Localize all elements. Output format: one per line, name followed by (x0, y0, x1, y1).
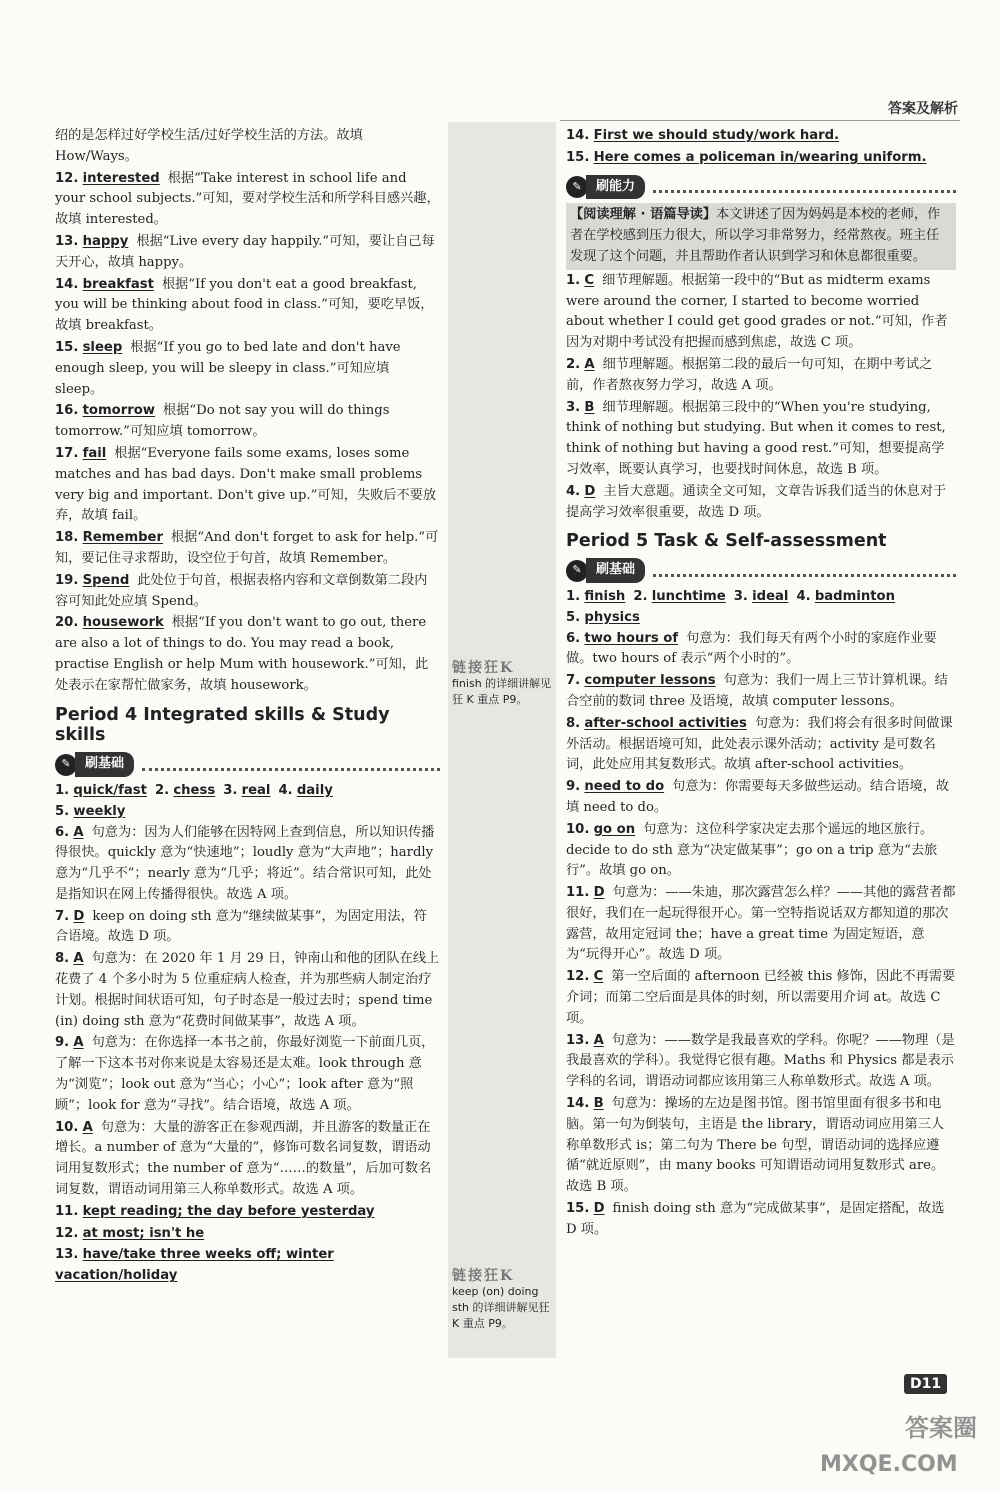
item-answer: have/take three weeks off; winter vacation/holiday (55, 1247, 334, 1284)
item-number: 8. (55, 951, 70, 967)
intro-label: 【阅读理解 · 语篇导读】 (570, 207, 717, 223)
item-explanation: finish doing sth 意为“完成做某事”，是固定搭配，故选 D 项。 (566, 1201, 945, 1237)
item-number: 20. (55, 615, 79, 631)
item-explanation: 细节理解题。根据第一段中的“But as midterm exams were around the corner, I started to become worried about whether I could get good grades or not.”可知，作者因为对期中考试没有把握而感到焦虑，故选 C 项。 (566, 272, 948, 351)
item-answer: kept reading; the day before yesterday (82, 1203, 375, 1219)
item-number: 9. (566, 779, 581, 795)
item-answer: ideal (752, 588, 789, 604)
answer-inline (796, 589, 903, 604)
item-explanation: 句意为：在 2020 年 1 月 29 日，钟南山和他的团队在线上花费了 4 个多小时为 5 位重症病人检查，并为那些病人制定治疗计划。根据时间状语可知，句子时态是一般过去时；spend time (in) doing sth 意为“花费时间做某事”，故选 A 项。 (55, 951, 440, 1029)
answer-row (55, 781, 440, 802)
answer-inline (734, 589, 797, 604)
item-number: 3. (223, 782, 238, 798)
item-answer: D (73, 908, 85, 924)
item-explanation: 根据“Everyone fails some exams, loses some matches and has bad days. Don't make small problems very big and important. Don't give up.”可知，失败后不要放弃，故填 fail。 (55, 445, 437, 524)
item-explanation: 句意为：在你选择一本书之前，你最好浏览一下前面几页，了解一下这本书对你来说是太容易还是太难。look through 意为“浏览”；look out 意为“当心；小心”；look after 意为“照顾”；look for 意为“寻找”。结合语境，故选 A 项。 (55, 1035, 435, 1113)
answer-item (55, 1224, 440, 1245)
item-number: 5. (55, 803, 70, 819)
answer-list (566, 271, 956, 524)
item-answer: quick/fast (73, 782, 147, 798)
item-answer: sleep (82, 339, 123, 355)
item-number: 12. (566, 969, 590, 985)
item-number: 17. (55, 445, 79, 461)
watermark-text: MXQE.COM (820, 1452, 958, 1477)
answer-item (566, 777, 956, 819)
item-answer: C (584, 272, 595, 288)
answer-inline (55, 804, 133, 819)
period-5-heading: Period 5 Task & Self-assessment (566, 531, 887, 552)
item-answer: happy (82, 233, 129, 249)
badge-label: 刷能力 (586, 175, 645, 200)
item-answer: Remember (82, 530, 163, 546)
item-number: 2. (154, 782, 170, 798)
item-answer: D (593, 885, 605, 901)
item-number: 3. (733, 588, 748, 604)
item-answer: First we should study/work hard. (593, 128, 840, 143)
item-number: 4. (278, 782, 293, 798)
section-badge (55, 752, 440, 777)
item-answer: housework (82, 615, 164, 631)
item-number: 6. (55, 824, 70, 840)
continued-text: 绍的是怎样过好学校生活/过好学校生活的方法。故填 How/Ways。 (55, 128, 363, 164)
section-badge (566, 175, 956, 200)
item-answer: D (584, 483, 596, 499)
item-answer: B (584, 399, 595, 415)
item-number: 3. (566, 399, 581, 415)
badge-label: 刷基础 (586, 558, 645, 583)
item-answer: physics (584, 609, 640, 625)
answer-item (566, 967, 956, 1029)
item-number: 1. (566, 272, 581, 288)
item-explanation: 句意为：——朱迪，那次露营怎么样？——其他的露营者都很好，我们在一起玩得很开心。第一空特指说话双方都知道的那次露营，故用定冠词 the；have a great time 为固定短语，意为“玩得开心”。故选 D 项。 (566, 885, 956, 963)
item-number: 19. (55, 572, 79, 588)
side-notes-column (448, 122, 556, 1358)
item-answer: A (73, 1035, 84, 1051)
left-column (55, 126, 440, 1288)
answer-item (55, 1118, 440, 1201)
item-answer: A (584, 356, 595, 372)
item-answer: A (593, 1032, 604, 1048)
item-number: 11. (566, 885, 590, 901)
item-number: 7. (55, 908, 70, 924)
dotted-rule (653, 564, 956, 577)
answer-item (55, 232, 440, 274)
item-number: 18. (55, 530, 79, 546)
item-answer: go on (593, 821, 636, 837)
item-answer: B (593, 1096, 604, 1112)
item-number: 15. (55, 339, 79, 355)
item-number: 7. (566, 673, 581, 689)
item-number: 4. (566, 483, 581, 499)
intro-text: 本文讲述了因为妈妈是本校的老师，作者在学校感到压力很大，所以学习非常努力，经常熬夜。班主任发现了这个问题，并且帮助作者认识到学习和休息都很重要。 (570, 207, 941, 264)
answer-row (566, 587, 956, 608)
answer-inline (223, 783, 278, 798)
item-answer: Spend (82, 572, 130, 588)
side-note-text: keep (on) doing sth 的详细讲解见狂 K 重点 P9。 (452, 1285, 550, 1330)
side-note-title: 链接狂K (452, 660, 515, 676)
item-answer: at most; isn't he (82, 1225, 205, 1241)
item-answer: badminton (814, 588, 896, 604)
item-explanation: 此处位于句首，根据表格内容和文章倒数第二段内容可知此处应填 Spend。 (55, 572, 428, 609)
item-answer: A (73, 824, 84, 840)
answer-item (55, 338, 440, 400)
item-explanation: 根据“Live every day happily.”可知，要让自己每天开心，故填 happy。 (55, 233, 435, 270)
dotted-rule (142, 758, 440, 771)
answer-item (566, 820, 956, 882)
answer-item (55, 1202, 440, 1223)
item-explanation: 句意为：大量的游客正在参观西湖，并且游客的数量正在增长。a number of 意为“大量的”，修饰可数名词复数，谓语动词用复数形式；the number of 意为“……的数量”，后加可数名词复数，谓语动词用第三人称单数形式。故选 A 项。 (55, 1119, 432, 1198)
item-answer: finish (584, 588, 626, 604)
side-note-1 (452, 660, 552, 708)
item-explanation: 主旨大意题。通读全文可知，文章告诉我们适当的休息对于提高学习效率很重要，故选 D 项。 (566, 483, 947, 520)
answer-inline (566, 589, 633, 604)
item-answer: two hours of (584, 630, 679, 646)
answer-item (55, 1033, 440, 1116)
item-number: 4. (796, 588, 811, 604)
answer-item (566, 398, 956, 481)
answer-item (566, 714, 956, 776)
header-rule (560, 120, 960, 121)
item-explanation: 句意为：因为人们能够在因特网上查到信息，所以知识传播得很快。quickly 意为“快速地”；loudly 意为“大声地”；hardly 意为“几乎不”；nearly 意为“几乎；将近”。结合常识可知，此处是指知识在网上传播得很快。故选 A 项。 (55, 824, 435, 902)
item-answer: after-school activities (584, 715, 747, 731)
watermark-logo: 答案圈 (905, 1414, 977, 1442)
item-number: 1. (566, 588, 581, 604)
answer-item (55, 169, 440, 231)
item-answer: A (82, 1119, 93, 1135)
answer-list (55, 823, 440, 1201)
item-number: 10. (55, 1119, 79, 1135)
answer-item (55, 444, 440, 527)
answer-item (566, 1031, 956, 1093)
item-number: 11. (55, 1203, 79, 1219)
answer-row (566, 608, 956, 629)
book-icon: ✎ (566, 560, 588, 582)
answer-inline (633, 589, 733, 604)
item-number: 13. (55, 1247, 79, 1263)
item-explanation: 句意为：我们将会有很多时间做课外活动。根据语境可知，此处表示课外活动；activity 是可数名词，此处应用其复数形式。故填 after-school activities。 (566, 715, 953, 773)
item-explanation: 句意为：我们一周上三节计算机课。结合空前的数词 three 及语境，故填 computer lessons。 (566, 673, 948, 709)
answer-item (566, 883, 956, 966)
answer-list (55, 1202, 440, 1287)
item-number: 5. (566, 609, 581, 625)
item-number: 12. (55, 170, 79, 186)
answer-item (55, 823, 440, 906)
item-number: 14. (55, 276, 79, 292)
answer-item (55, 907, 440, 949)
item-explanation: 句意为：——数学是我最喜欢的学科。你呢？——物理（是我最喜欢的学科）。我觉得它很有趣。Maths 和 Physics 都是表示学科的名词，谓语动词都应该用第三人称单数形式。故选 A 项。 (566, 1032, 955, 1090)
item-number: 12. (55, 1225, 79, 1241)
item-number: 15. (566, 149, 590, 165)
answer-item (55, 571, 440, 613)
answer-item (566, 126, 956, 147)
answer-item (55, 613, 440, 696)
item-answer: lunchtime (651, 588, 726, 604)
item-explanation: 句意为：操场的左边是图书馆。图书馆里面有很多书和电脑。第一句为倒装句，主语是 the library，谓语动词应用第三人称单数形式 is；第二句为 There be 句型，谓语动词的选择应遵循“就近原则”，由 many books 可知谓语动词用复数形式 are。故选 B 项。 (566, 1096, 945, 1195)
item-number: 14. (566, 128, 590, 143)
item-explanation: 句意为：你需要每天多做些运动。结合语境，故填 need to do。 (566, 779, 950, 815)
item-number: 13. (566, 1032, 590, 1048)
item-explanation: 根据“If you don't eat a good breakfast, you will be thinking about food in class.”可知，要吃早饭，故填 breakfast。 (55, 276, 434, 334)
item-answer: breakfast (82, 276, 154, 292)
item-answer: chess (173, 782, 216, 798)
answer-list (566, 629, 956, 1241)
item-answer: A (73, 951, 84, 967)
item-answer: weekly (73, 803, 126, 819)
item-explanation: 细节理解题。根据第二段的最后一句可知，在期中考试之前，作者熬夜努力学习，故选 A 项。 (566, 356, 933, 393)
item-explanation: 根据“And don't forget to ask for help.”可知，要记住寻求帮助，设空位于句首，故填 Remember。 (55, 530, 439, 566)
item-number: 15. (566, 1201, 590, 1217)
item-answer: D (593, 1201, 605, 1217)
dotted-rule (653, 180, 956, 193)
item-explanation: 根据“If you go to bed late and don't have enough sleep, you will be sleepy in class.”可知应填 sleep。 (55, 339, 401, 397)
item-number: 14. (566, 1096, 590, 1112)
answer-item (566, 629, 956, 671)
item-explanation: 细节理解题。根据第三段中的“When you're studying, think of nothing but studying. But when it comes to rest, think of nothing but having a good rest.”可知，想要提高学习效率，既要认真学习，也要找时间休息，故选 B 项。 (566, 399, 946, 477)
item-answer: daily (296, 782, 333, 798)
answer-list (55, 169, 440, 697)
item-number: 16. (55, 403, 79, 419)
side-note-text: finish 的详细讲解见狂 K 重点 P9。 (452, 677, 552, 706)
answer-item (55, 401, 440, 443)
header-title: 答案及解析 (888, 101, 958, 117)
answer-item (55, 275, 440, 337)
item-number: 6. (566, 630, 581, 646)
item-explanation: 根据“Do not say you will do things tomorrow.”可知应填 tomorrow。 (55, 403, 390, 440)
item-answer: real (241, 782, 271, 798)
item-number: 9. (55, 1035, 70, 1051)
item-answer: fail (82, 445, 107, 461)
item-number: 2. (633, 588, 648, 604)
side-note-2 (452, 1268, 552, 1332)
period-4-heading: Period 4 Integrated skills & Study skills (55, 704, 390, 746)
side-note-title: 链接狂K (452, 1268, 515, 1284)
answer-inline (278, 783, 340, 798)
answer-inline (155, 783, 223, 798)
item-answer: need to do (584, 779, 665, 795)
item-number: 1. (55, 782, 70, 798)
item-number: 10. (566, 821, 590, 837)
section-badge (566, 558, 956, 583)
answer-item (566, 482, 956, 524)
item-explanation: 根据“If you don't want to go out, there are also a lot of things to do. You may read a book, practise English or help Mum with housework.”可知，此处表示在家帮忙做家务，故填 housework。 (55, 615, 429, 693)
item-answer: computer lessons (584, 673, 716, 689)
item-number: 8. (566, 715, 581, 731)
right-column (566, 126, 956, 1242)
answer-row (55, 802, 440, 823)
answer-item (566, 355, 956, 397)
answer-item (55, 1245, 440, 1287)
item-explanation: keep on doing sth 意为“继续做某事”，为固定用法，符合语境。故选 D 项。 (55, 908, 427, 945)
item-explanation: 句意为：我们每天有两个小时的家庭作业要做。two hours of 表示“两个小时的”。 (566, 630, 937, 667)
page-number: D11 (904, 1374, 947, 1394)
answer-item (566, 148, 956, 169)
item-explanation: 第一空后面的 afternoon 已经被 this 修饰，因此不再需要介词；而第二空后面是具体的时刻，所以需要用介词 at。故选 C 项。 (566, 969, 956, 1026)
item-number: 2. (566, 356, 581, 372)
book-icon: ✎ (55, 754, 77, 776)
answer-inline (55, 783, 155, 798)
answer-inline (566, 610, 648, 625)
answer-list (566, 126, 956, 169)
badge-label: 刷基础 (75, 752, 134, 777)
item-answer: interested (82, 170, 160, 186)
answer-item (566, 671, 956, 713)
item-number: 13. (55, 233, 79, 249)
item-answer: Here comes a policeman in/wearing uniform. (593, 149, 927, 165)
answer-item (55, 949, 440, 1032)
reading-intro (566, 203, 956, 269)
item-answer: C (593, 969, 604, 985)
book-icon: ✎ (566, 176, 588, 198)
answer-item (566, 1199, 956, 1241)
answer-item (566, 271, 956, 354)
item-explanation: 句意为：这位科学家决定去那个遥远的地区旅行。decide to do sth 意为“决定做某事”；go on a trip 意为“去旅行”。故填 go on。 (566, 821, 938, 879)
item-answer: tomorrow (82, 403, 155, 419)
answer-item (55, 528, 440, 570)
item-explanation: 根据“Take interest in school life and your school subjects.”可知，要对学校生活和所学科目感兴趣，故填 interested。 (55, 170, 440, 228)
answer-item (566, 1094, 956, 1198)
